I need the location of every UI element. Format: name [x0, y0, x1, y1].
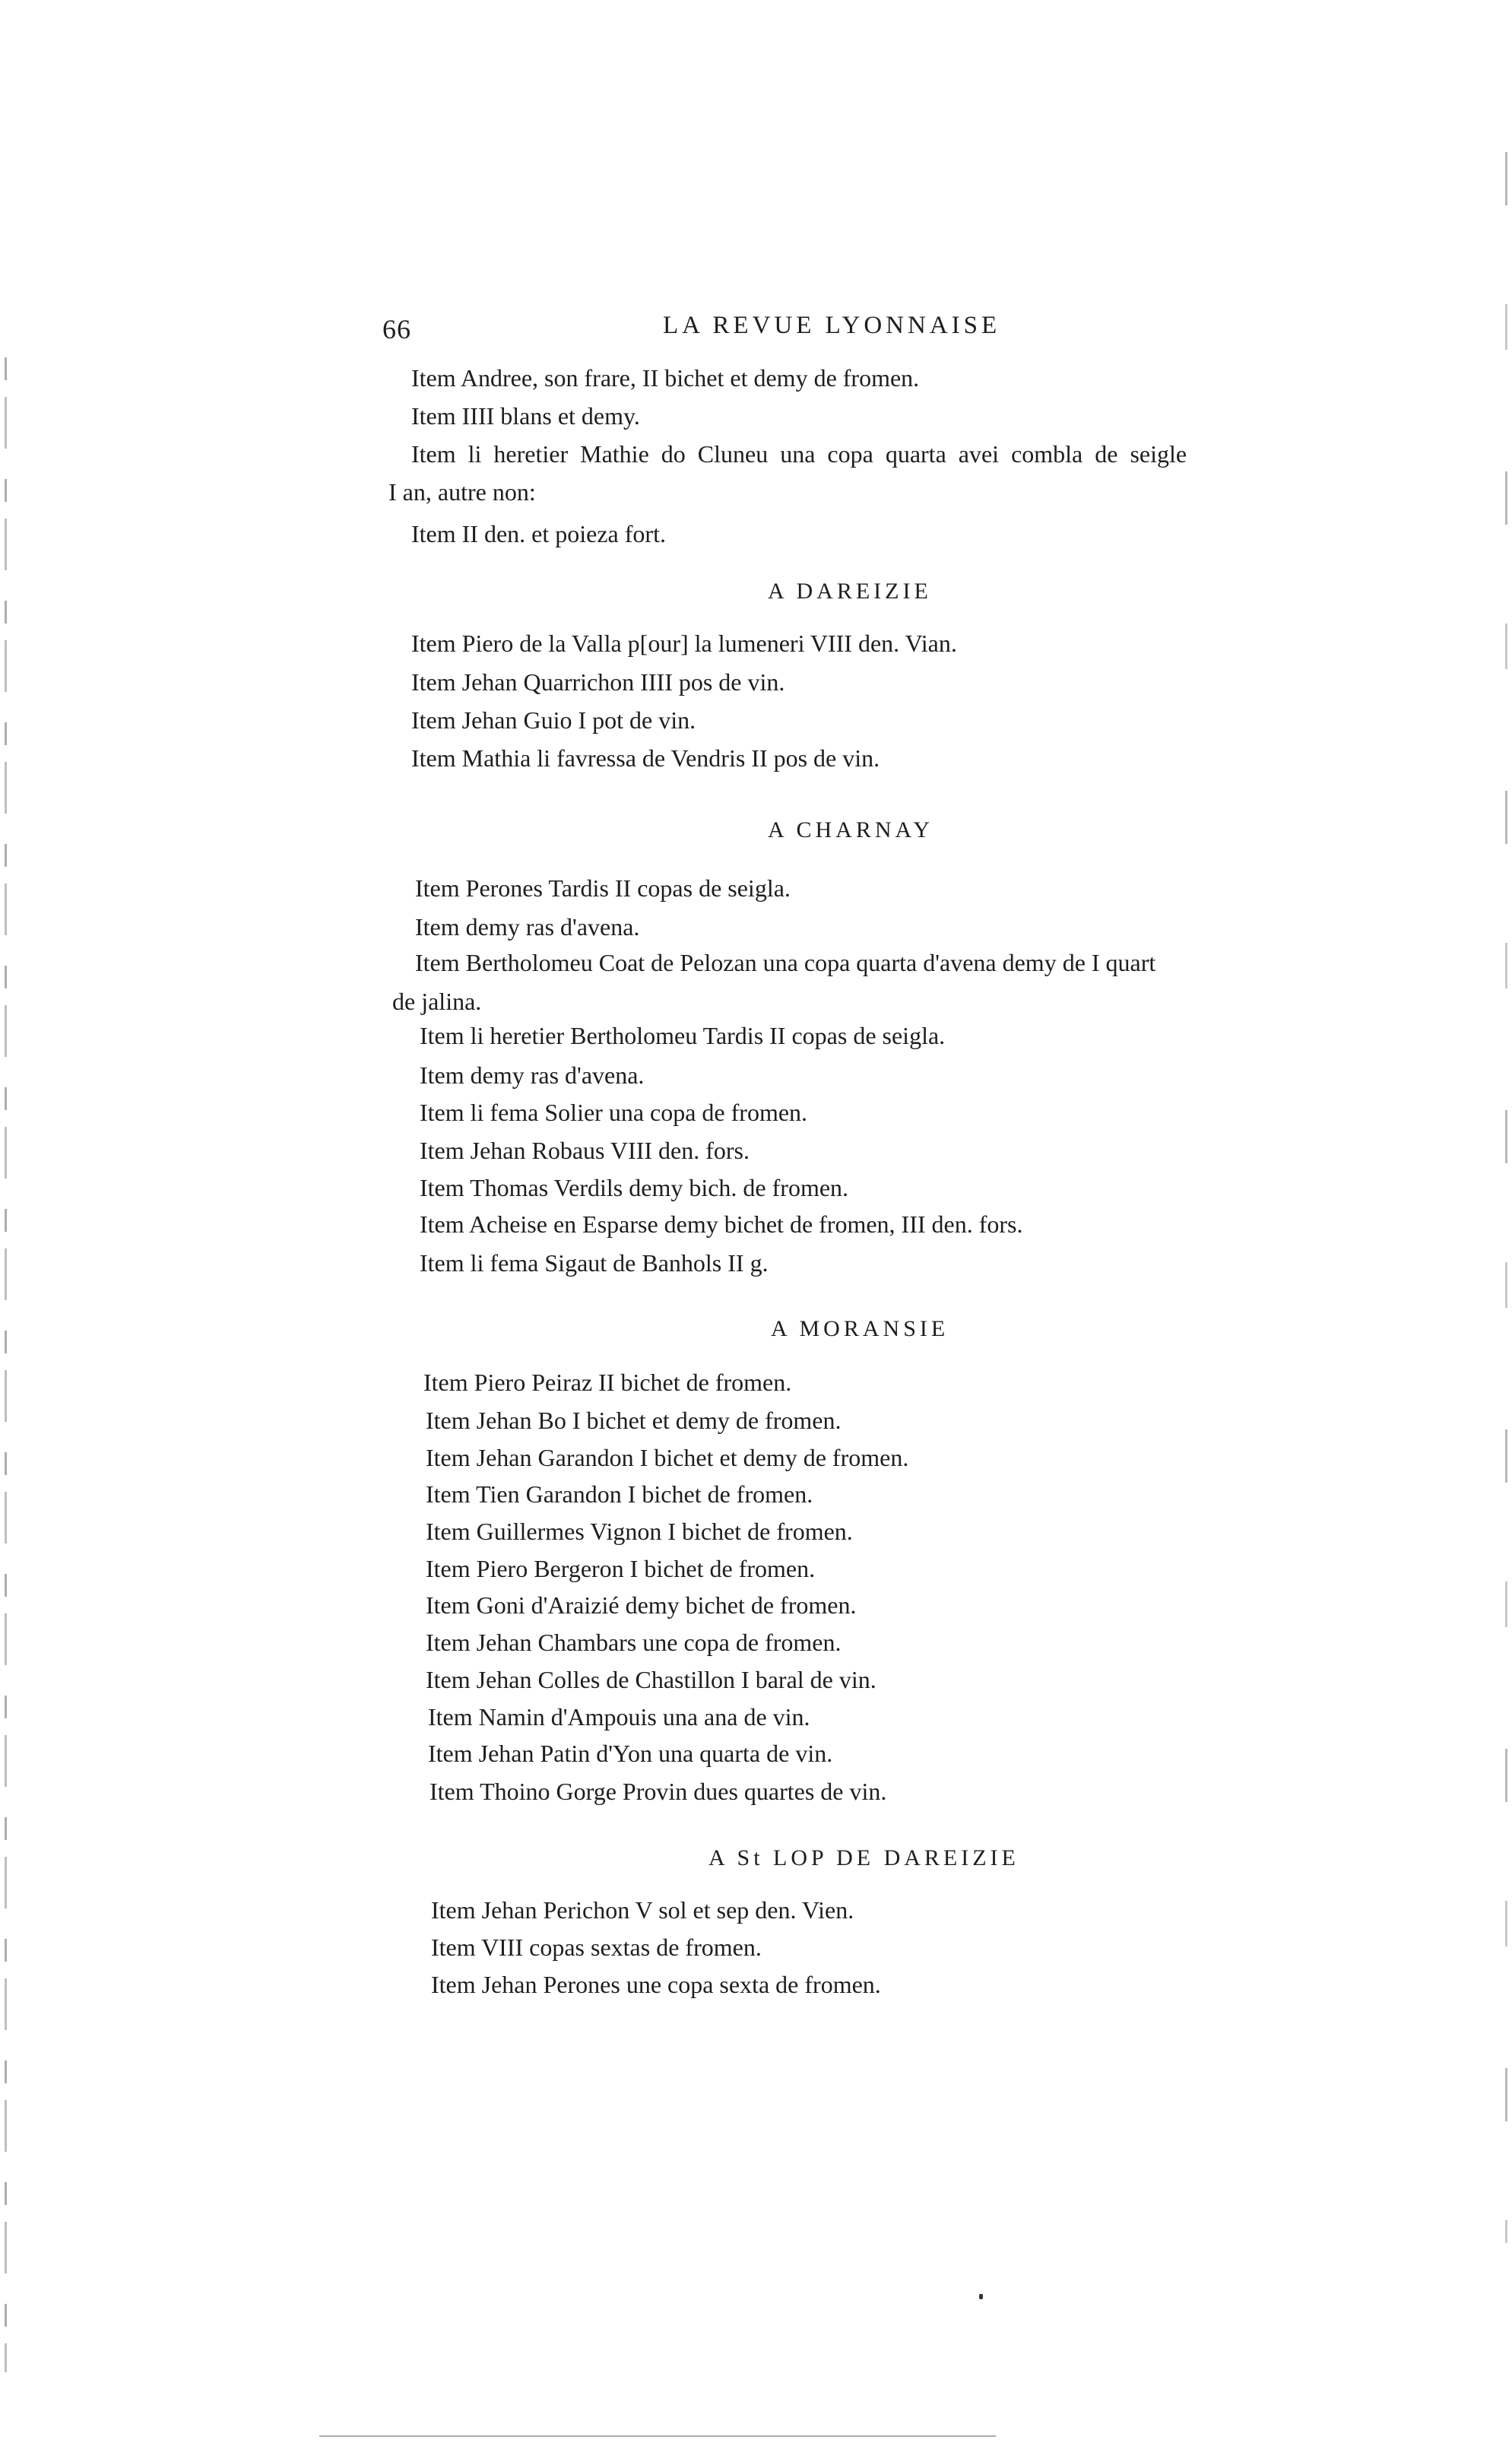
- section-heading: A MORANSIE: [771, 1316, 949, 1341]
- text-line: I an, autre non:: [388, 478, 536, 506]
- text-line: Item Jehan Colles de Chastillon I baral de vin.: [426, 1666, 876, 1693]
- text-line: Item Jehan Perones une copa sexta de fromen.: [431, 1971, 881, 1998]
- text-line: Item Bertholomeu Coat de Pelozan una copa quarta d'avena demy de I quart: [415, 949, 1156, 976]
- text-line: Item Jehan Patin d'Yon una quarta de vin.: [428, 1740, 833, 1767]
- text-line: Item Namin d'Ampouis una ana de vin.: [428, 1703, 810, 1731]
- text-line: Item Jehan Bo I bichet et demy de fromen.: [426, 1407, 842, 1434]
- text-line: Item Thomas Verdils demy bich. de fromen.: [420, 1174, 849, 1201]
- scan-edge-right: [1505, 152, 1507, 2243]
- text-line: Item Guillermes Vignon I bichet de fromen.: [426, 1518, 853, 1545]
- text-line: Item li heretier Mathie do Cluneu una copa quarta avei combla de seigle: [411, 440, 1187, 468]
- text-line: Item demy ras d'avena.: [415, 913, 640, 941]
- text-line: Item Jehan Robaus VIII den. fors.: [420, 1137, 750, 1164]
- text-line: Item Jehan Quarrichon IIII pos de vin.: [411, 668, 785, 696]
- text-line: Item Goni d'Araizié demy bichet de fromen.: [426, 1591, 857, 1619]
- text-line: Item Jehan Chambars une copa de fromen.: [426, 1629, 842, 1656]
- text-line: Item Thoino Gorge Provin dues quartes de vin.: [430, 1778, 887, 1805]
- bottom-rule: [319, 2435, 996, 2437]
- section-heading: A CHARNAY: [768, 817, 934, 842]
- text-line: Item Perones Tardis II copas de seigla.: [415, 874, 791, 902]
- text-line: Item Piero Bergeron I bichet de fromen.: [426, 1555, 816, 1582]
- text-line: Item Tien Garandon I bichet de fromen.: [426, 1480, 813, 1508]
- text-line: Item Jehan Guio I pot de vin.: [411, 706, 696, 734]
- text-line: Item II den. et poieza fort.: [411, 520, 666, 547]
- text-line: Item Andree, son frare, II bichet et demy de fromen.: [411, 364, 920, 392]
- text-line: Item demy ras d'avena.: [420, 1061, 645, 1089]
- text-line: Item Mathia li favressa de Vendris II pos de vin.: [411, 744, 880, 772]
- text-line: Item Piero Peiraz II bichet de fromen.: [423, 1369, 792, 1396]
- text-line: de jalina.: [392, 988, 482, 1015]
- section-heading: A St LOP DE DAREIZIE: [708, 1845, 1019, 1870]
- text-line: Item Acheise en Esparse demy bichet de fromen, III den. fors.: [420, 1210, 1023, 1238]
- text-line: Item Jehan Garandon I bichet et demy de fromen.: [426, 1444, 909, 1471]
- text-line: Item li heretier Bertholomeu Tardis II copas de seigla.: [420, 1022, 946, 1049]
- text-line: Item li fema Sigaut de Banhols II g.: [420, 1249, 769, 1277]
- running-title: LA REVUE LYONNAISE: [663, 312, 1001, 339]
- scan-edge-left: [5, 357, 7, 2372]
- section-heading: A DAREIZIE: [768, 579, 932, 604]
- text-line: Item li fema Solier una copa de fromen.: [420, 1099, 808, 1126]
- page-number: 66: [382, 314, 411, 344]
- text-line: Item Jehan Perichon V sol et sep den. Vien.: [431, 1896, 854, 1924]
- text-line: Item VIII copas sextas de fromen.: [431, 1934, 762, 1961]
- text-line: Item IIII blans et demy.: [411, 402, 640, 430]
- text-line: Item Piero de la Valla p[our] la lumeneri VIII den. Vian.: [411, 630, 957, 657]
- ink-speck: [979, 2294, 983, 2299]
